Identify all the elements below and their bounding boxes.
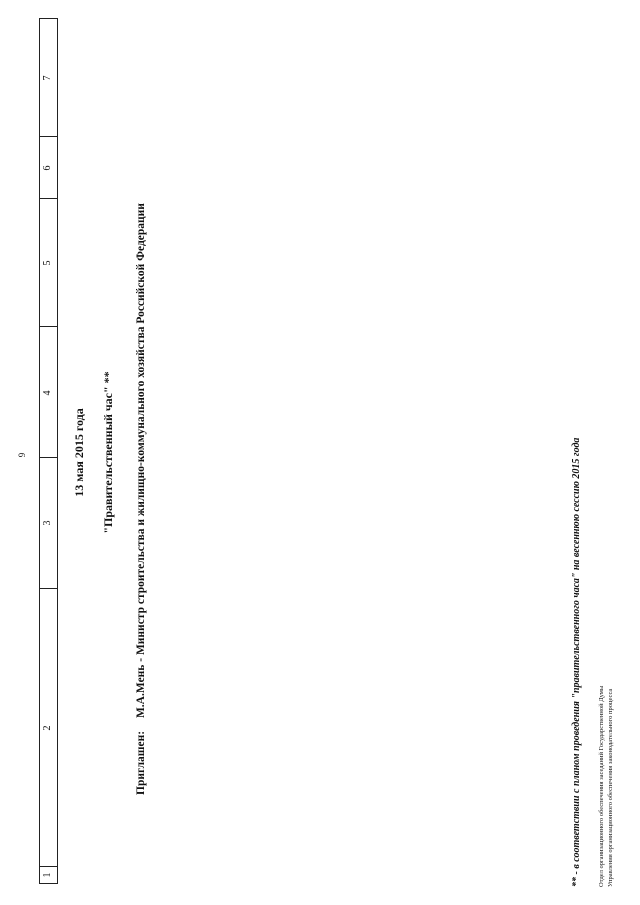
page-number: 9 [17, 452, 27, 458]
column-number-2: 2 [42, 725, 53, 731]
column-number-7: 7 [42, 75, 53, 81]
column-number-5: 5 [42, 260, 53, 266]
footnote: ** - в соответствии с планом проведения "правительственного часа" на весеннюю сессию 2015 года [571, 437, 582, 887]
column-divider [40, 136, 57, 137]
column-divider [40, 198, 57, 199]
column-header-strip [39, 18, 58, 884]
department-line-2: Управления организационного обеспечения законодательного процесса [607, 688, 614, 887]
column-number-6: 6 [42, 165, 53, 171]
column-divider [40, 588, 57, 589]
invited-person: М.А.Мень - Министр строительства и жилищно-коммунального хозяйства Российской Федерации [135, 203, 147, 719]
column-number-3: 3 [42, 520, 53, 526]
government-hour-title: "Правительственный час" ** [101, 371, 115, 534]
column-number-4: 4 [42, 390, 53, 396]
session-date: 13 мая 2015 года [72, 408, 86, 497]
invited-label: Приглашен: [135, 730, 147, 795]
department-line-1: Отдел организационного обеспечения заседаний Государственной Думы [598, 685, 605, 887]
column-number-1: 1 [42, 872, 53, 878]
column-divider [40, 866, 57, 867]
invited-line [135, 203, 147, 795]
column-divider [40, 326, 57, 327]
column-divider [40, 457, 57, 458]
